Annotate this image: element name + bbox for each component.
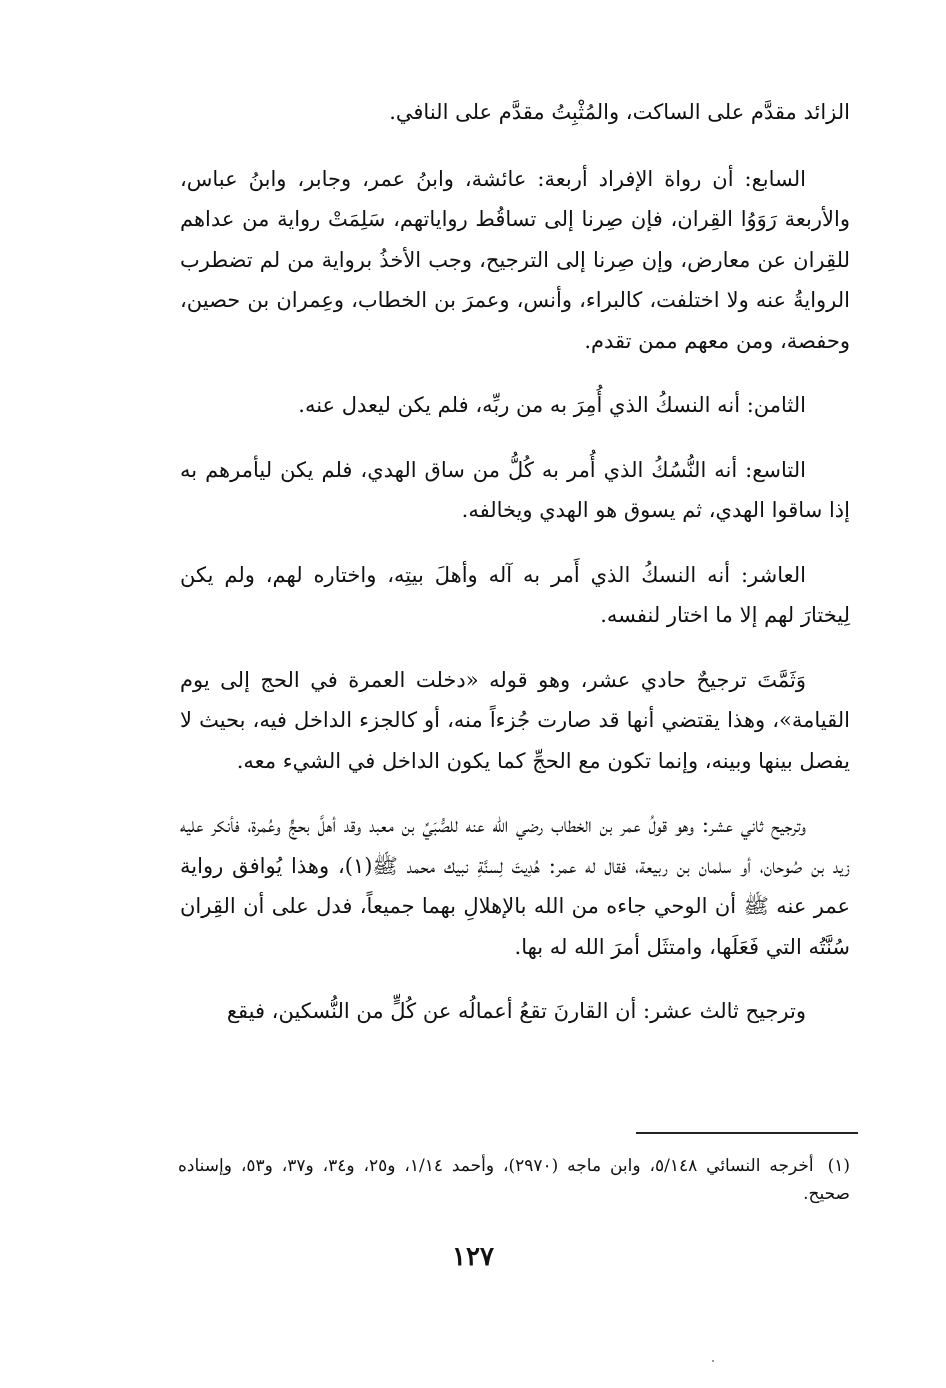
paragraph-seventh: السابع: أن رواة الإفراد أربعة: عائشة، وابنُ عمر، وجابر، وابنُ عباس، والأربعة رَوَوُا القِران، فإن صِرنا إلى تساقُط رواياتهم، سَلِمَتْ رواية من عداهم للقِران عن معارض، وإن صِرنا إلى الترجيح، وجب الأخذُ برواية من لم تضطرب الروايةُ عنه ولا اختلفت، كالبراء، وأنس، وعمرَ بن الخطاب، وعِمران بن حصين، وحفصة، ومن معهم ممن تقدم. [180,166,850,353]
paragraph-thirteenth: وترجيح ثالث عشر: أن القارنَ تقعُ أعمالُه عن كُلٍّ من النُّسكين، فيقع [226,999,806,1023]
footnote [178,1152,850,1208]
paragraph-eighth: الثامن: أنه النسكُ الذي أُمِرَ به من ربِّه، فلم يكن ليعدل عنه. [298,393,806,417]
scan-speck [712,1360,714,1362]
paragraph-eleventh: وَثَمَّتَ ترجيحٌ حادي عشر، وهو قوله «دخلت العمرة في الحج إلى يوم القيامة»، وهذا يقتضي أنها قد صارت جُزءاً منه، أو كالجزء الداخل فيه، بحيث لا يفصل بينها وبينه، وإنما تكون مع الحجِّ كما يكون الداخل في الشيء معه. [180,667,850,773]
paragraph-twelfth: وترجيح ثاني عشر: وهو قولُ عمر بن الخطاب رضي الله عنه للصُّبَيِّ بن معبد وقد أهلَّ بحجٍّ وعُمرة، فأنكر عليه زيد بن صُوحان، أو سلمان بن ربيعة، فقال له عمر: هُدِيتَ لِسنَّةِ نبيك محمد ﷺ(١)، وهذا يُوافق رواية عمر عنه ﷺ أن الوحي جاءه من الله بالإهلالِ بهما جميعاً، فدل على أن القِران سُنَّتُه التي فَعَلَها، وامتثَل أمرَ الله له بها. [180,813,850,959]
paragraph-ninth: التاسع: أنه النُّسُكُ الذي أُمر به كُلُّ من ساق الهدي، فلم يكن ليأمرهم به إذا ساقوا الهدي، ثم يسوق هو الهدي ويخالفه. [180,457,850,522]
footnote-divider [636,1132,858,1134]
footnote-marker: (١) [827,1156,850,1176]
paragraph-continuation: الزائد مقدَّم على الساكت، والمُثْبِتُ مقدَّم على النافي. [389,100,850,124]
page-number: ١٢٧ [452,1242,494,1272]
footnote-text: أخرجه النسائي ٥/١٤٨، وابن ماجه (٢٩٧٠)، وأحمد ١/١٤، و٢٥، و٣٤، و٣٧، و٥٣، وإسناده صحيح. [178,1156,850,1204]
paragraph-tenth: العاشر: أنه النسكُ الذي أَمر به آله وأهلَ بيتِه، واختاره لهم، ولم يكن لِيختارَ لهم إلا ما اختار لنفسه. [180,562,850,627]
main-text [180,92,850,1056]
